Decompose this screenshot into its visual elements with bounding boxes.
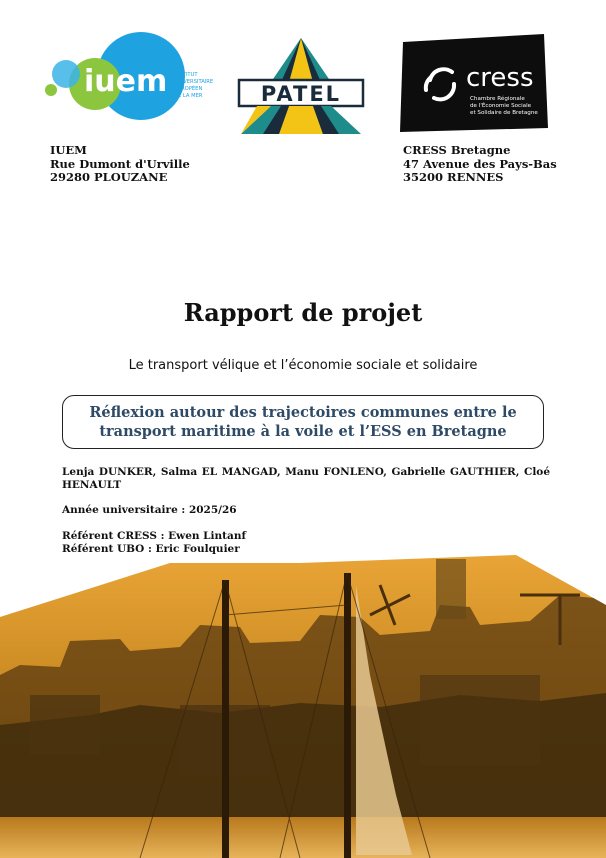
address-cress-line1: CRESS Bretagne (403, 143, 511, 157)
cress-logo (400, 34, 550, 132)
patel-logo (237, 36, 365, 136)
academic-year: Année universitaire : 2025/26 (62, 504, 237, 516)
iuem-tagline-2: UNIVERSITAIRE (174, 79, 214, 85)
cress-wordmark: cress (466, 63, 534, 93)
report-subtitle: Le transport vélique et l’économie sociale et solidaire (128, 358, 478, 373)
cress-tagline-1: Chambre Régionale (470, 96, 525, 102)
address-cress (403, 144, 557, 185)
address-iuem-line2: Rue Dumont d'Urville (50, 156, 190, 171)
address-cress-line2: 47 Avenue des Pays-Bas (403, 156, 557, 171)
project-title-line2: transport maritime à la voile et l’ESS en Bretagne (99, 423, 507, 440)
project-title-box (62, 395, 544, 449)
address-iuem-line1: IUEM (50, 143, 87, 157)
iuem-tagline-4: DE LA MER (174, 93, 203, 99)
iuem-logo (40, 28, 220, 128)
address-cress-line3: 35200 RENNES (403, 170, 504, 184)
referent-cress: Référent CRESS : Ewen Lintanf (62, 530, 246, 542)
address-iuem (50, 144, 190, 185)
iuem-tagline-1: INSTITUT (174, 72, 198, 78)
address-iuem-line3: 29280 PLOUZANE (50, 170, 168, 184)
iuem-wordmark: iuem (84, 64, 168, 99)
cover-photo-sailboat (0, 555, 606, 858)
iuem-tagline-3: EUROPÉEN (174, 86, 203, 92)
patel-wordmark: PATEL (260, 82, 342, 106)
project-title-line1: Réflexion autour des trajectoires communes entre le (89, 404, 517, 421)
referent-ubo: Référent UBO : Eric Foulquier (62, 543, 240, 555)
cress-tagline-2: de l'Économie Sociale (470, 103, 532, 109)
report-title: Rapport de projet (183, 298, 423, 327)
cress-tagline-3: et Solidaire de Bretagne (470, 110, 538, 116)
authors: Lenja DUNKER, Salma EL MANGAD, Manu FONLENO, Gabrielle GAUTHIER, Cloé HENAULT (62, 466, 550, 491)
